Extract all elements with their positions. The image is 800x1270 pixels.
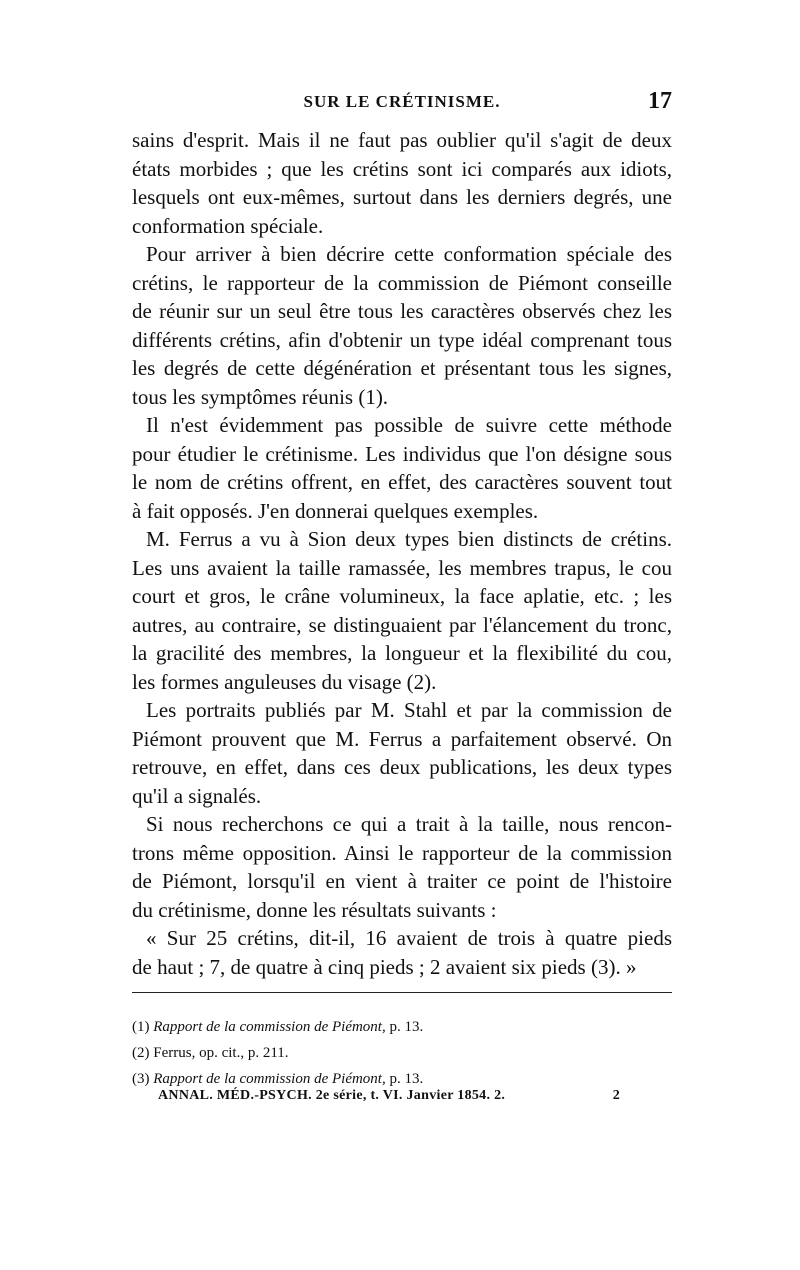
separator-rule — [132, 992, 672, 993]
text-line: crétins, le rapporteur de la commission de Piémont conseille — [132, 270, 672, 295]
footnote-ref: p. 13. — [389, 1019, 424, 1035]
text-line: de réunir sur un seul être tous les caractères observés chez les — [132, 299, 672, 323]
footnotes — [132, 1014, 672, 1092]
text-line: pour étudier le crétinisme. Les individus que l'on désigne sous — [132, 441, 672, 466]
text-line: à fait opposés. J'en donnerai quelques exemples. — [132, 498, 539, 523]
text-line: Pour arriver à bien décrire cette conformation spéciale des — [146, 242, 672, 266]
text-line: sains d'esprit. Mais il ne faut pas oublier qu'il s'agit de deux — [132, 128, 672, 152]
footnote-mark: (1) — [132, 1019, 150, 1035]
signature-text: ANNAL. MÉD.-PSYCH. 2e série, t. VI. Janvier 1854. 2. — [158, 1088, 506, 1103]
signature-mark: 2 — [612, 1088, 620, 1103]
page-number: 17 — [648, 88, 672, 114]
body-text — [132, 126, 672, 981]
footnote-title: Ferrus, op. cit., — [153, 1045, 245, 1061]
text-line: qu'il a signalés. — [132, 783, 262, 808]
footnote-1 — [132, 1014, 672, 1040]
footnote-mark: (3) — [132, 1071, 150, 1087]
text-line: lesquels ont eux-mêmes, surtout dans les derniers degrés, une — [132, 185, 672, 209]
text-line: court et gros, le crâne volumineux, la face aplatie, etc. ; les — [132, 584, 672, 608]
text-line: différents crétins, afin d'obtenir un type idéal comprenant tous — [132, 327, 672, 352]
text-line: trons même opposition. Ainsi le rapporteur de la commission — [132, 840, 672, 865]
text-line: les formes anguleuses du visage (2). — [132, 669, 437, 694]
text-line: retrouve, en effet, dans ces deux publications, les deux types — [132, 755, 672, 779]
text-line: le nom de crétins offrent, en effet, des caractères souvent tout — [132, 470, 672, 494]
text-line: la gracilité des membres, la longueur et la flexibilité du cou, — [132, 641, 672, 665]
text-line: autres, au contraire, se distinguaient par l'élancement du tronc, — [132, 612, 672, 637]
text-line: de Piémont, lorsqu'il en vient à traiter ce point de l'histoire — [132, 869, 672, 893]
footnote-2 — [132, 1040, 672, 1066]
text-line: conformation spéciale. — [132, 213, 324, 238]
text-line: de haut ; 7, de quatre à cinq pieds ; 2 avaient six pieds (3). » — [132, 954, 637, 979]
page-header — [132, 88, 672, 120]
text-line: tous les symptômes réunis (1). — [132, 384, 389, 409]
text-line: Les uns avaient la taille ramassée, les membres trapus, le cou — [132, 555, 672, 580]
text-line: Piémont prouvent que M. Ferrus a parfaitement observé. On — [132, 726, 672, 751]
text-line: du crétinisme, donne les résultats suivants : — [132, 897, 497, 922]
running-title: SUR LE CRÉTINISME. — [303, 92, 501, 111]
footnote-ref: p. 13. — [389, 1071, 424, 1087]
footnote-mark: (2) — [132, 1045, 150, 1061]
footnote-ref: p. 211. — [247, 1045, 289, 1061]
footnote-separator — [132, 992, 672, 998]
text-line: Il n'est évidemment pas possible de suivre cette méthode — [146, 413, 672, 437]
footnote-title: Rapport de la commission de Piémont, — [153, 1071, 386, 1087]
text-line: les degrés de cette dégénération et présentant tous les signes, — [132, 356, 672, 380]
text-line: Les portraits publiés par M. Stahl et par la commission de — [146, 698, 672, 722]
printer-signature — [158, 1088, 620, 1104]
text-line: « Sur 25 crétins, dit-il, 16 avaient de trois à quatre pieds — [146, 926, 672, 950]
text-line: états morbides ; que les crétins sont ici comparés aux idiots, — [132, 156, 672, 181]
text-line: Si nous recherchons ce qui a trait à la taille, nous rencon- — [146, 812, 672, 836]
footnote-title: Rapport de la commission de Piémont, — [153, 1019, 386, 1035]
text-line: M. Ferrus a vu à Sion deux types bien distincts de crétins. — [146, 527, 672, 551]
